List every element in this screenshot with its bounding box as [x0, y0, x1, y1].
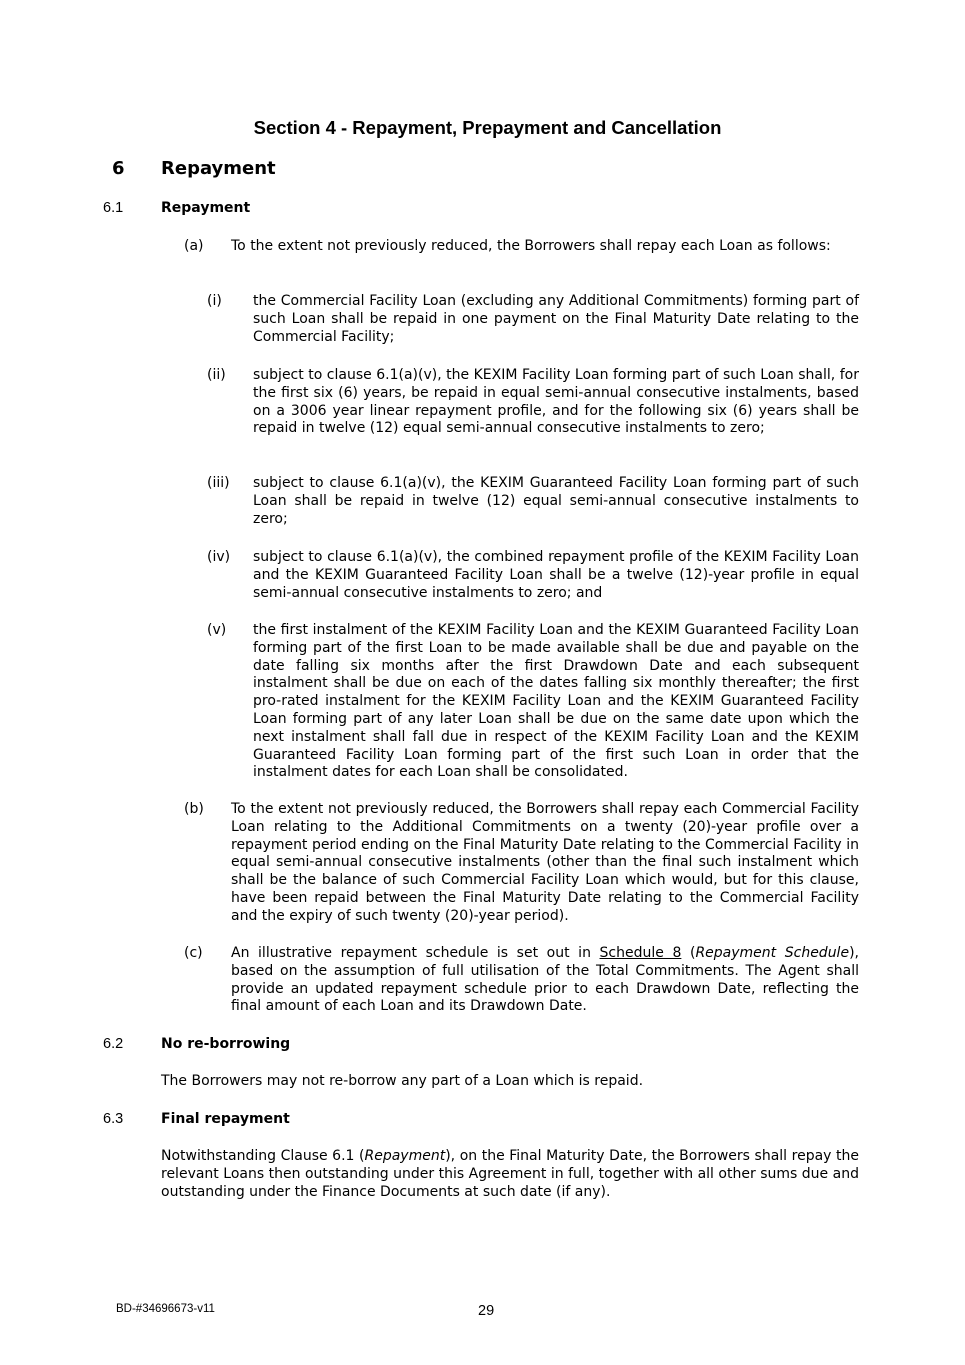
- footer-page-number: 29: [478, 1303, 495, 1319]
- item-ii-label: (ii): [207, 367, 226, 383]
- para-c-text: [231, 945, 859, 1016]
- subclause-6-3-text-part2: ), on the Final Maturity Date, the Borrowers shall repay the relevant Loans then outstanding under this Agreement in full, together with all other sums due and outstanding under the Finance Documents at such date (if any).: [161, 1148, 859, 1200]
- repayment-ref: Repayment: [364, 1148, 446, 1164]
- subclause-6-1-number: 6.1: [103, 200, 124, 216]
- para-c-text-part1: An illustrative repayment schedule is set out in: [231, 945, 600, 961]
- para-a-text: To the extent not previously reduced, the Borrowers shall repay each Loan as follows:: [231, 238, 831, 254]
- para-a-label: (a): [184, 238, 204, 254]
- para-c-text-part2: (: [681, 945, 696, 961]
- schedule-8-link[interactable]: Schedule 8: [599, 945, 682, 961]
- repayment-schedule-ref: Repayment Schedule: [695, 945, 850, 961]
- item-v-label: (v): [207, 622, 227, 638]
- item-iv-label: (iv): [207, 549, 231, 565]
- para-c-label: (c): [184, 945, 203, 961]
- subclause-6-2-title: No re-borrowing: [161, 1036, 291, 1052]
- item-iv-text: subject to clause 6.1(a)(v), the combined repayment profile of the KEXIM Facility Loan and the KEXIM Guaranteed Facility Loan shall be a twelve (12)-year profile in equal semi-annual consecutive instalments to zero; and: [253, 549, 859, 601]
- clause-number: 6: [112, 158, 125, 179]
- para-b-text: To the extent not previously reduced, the Borrowers shall repay each Commercial Facility Loan relating to the Additional Commitments on a twenty (20)-year profile over a repayment period ending on the Final Maturity Date relating to the Commercial Facility in equal semi-annual consecutive instalments (other than the final such instalment which shall be the balance of such Commercial Facility Loan which would, but for this clause, have been repaid between the Final Maturity Date relating to the Commercial Facility and the expiry of such twenty (20)-year period).: [231, 801, 859, 924]
- subclause-6-3-title: Final repayment: [161, 1111, 290, 1127]
- subclause-6-1-title: Repayment: [161, 200, 251, 216]
- subclause-6-3-text-part1: Notwithstanding Clause 6.1 (: [161, 1148, 365, 1164]
- subclause-6-3-text: [161, 1148, 859, 1201]
- item-i-text: the Commercial Facility Loan (excluding any Additional Commitments) forming part of such Loan shall be repaid in one payment on the Final Maturity Date relating to the Commercial Facility;: [253, 293, 859, 345]
- item-ii-text: subject to clause 6.1(a)(v), the KEXIM Facility Loan forming part of such Loan shall, for the first six (6) years, be repaid in equal semi-annual consecutive instalments, based on a 3006 year linear repayment profile, and for the following six (6) years shall be repaid in twelve (12) equal semi-annual consecutive instalments to zero;: [253, 367, 859, 437]
- para-c-text-part3: ), based on the assumption of full utilisation of the Total Commitments. The Agent shall provide an updated repayment schedule prior to each Drawdown Date, reflecting the final amount of each Loan and its Drawdown Date.: [231, 945, 859, 1015]
- para-b-label: (b): [184, 801, 204, 817]
- subclause-6-2-text: The Borrowers may not re-borrow any part of a Loan which is repaid.: [161, 1073, 644, 1089]
- subclause-6-3-number: 6.3: [103, 1111, 124, 1127]
- clause-title: Repayment: [161, 158, 276, 179]
- item-iii-label: (iii): [207, 475, 230, 491]
- item-iii-text: subject to clause 6.1(a)(v), the KEXIM Guaranteed Facility Loan forming part of such Loan shall be repaid in twelve (12) equal semi-annual consecutive instalments to zero;: [253, 475, 859, 527]
- section-title: Section 4 - Repayment, Prepayment and Cancellation: [253, 117, 722, 138]
- subclause-6-2-number: 6.2: [103, 1036, 124, 1052]
- item-v-text: the first instalment of the KEXIM Facility Loan and the KEXIM Guaranteed Facility Loan forming part of the first Loan to be made available shall be due and payable on the date falling six months after the first Drawdown Date and each subsequent instalment shall be due on each of the dates falling six monthly thereafter; the first pro-rated instalment for the KEXIM Facility Loan and the KEXIM Guaranteed Facility Loan forming part of any later Loan shall be due on the same date upon which the next instalment shall fall due in respect of the KEXIM Facility Loan and the KEXIM Guaranteed Facility Loan forming part of the first such Loan in order that the instalment dates for each Loan shall be consolidated.: [253, 622, 859, 781]
- footer-doc-id: BD-#34696673-v11: [116, 1303, 215, 1315]
- item-i-label: (i): [207, 293, 222, 309]
